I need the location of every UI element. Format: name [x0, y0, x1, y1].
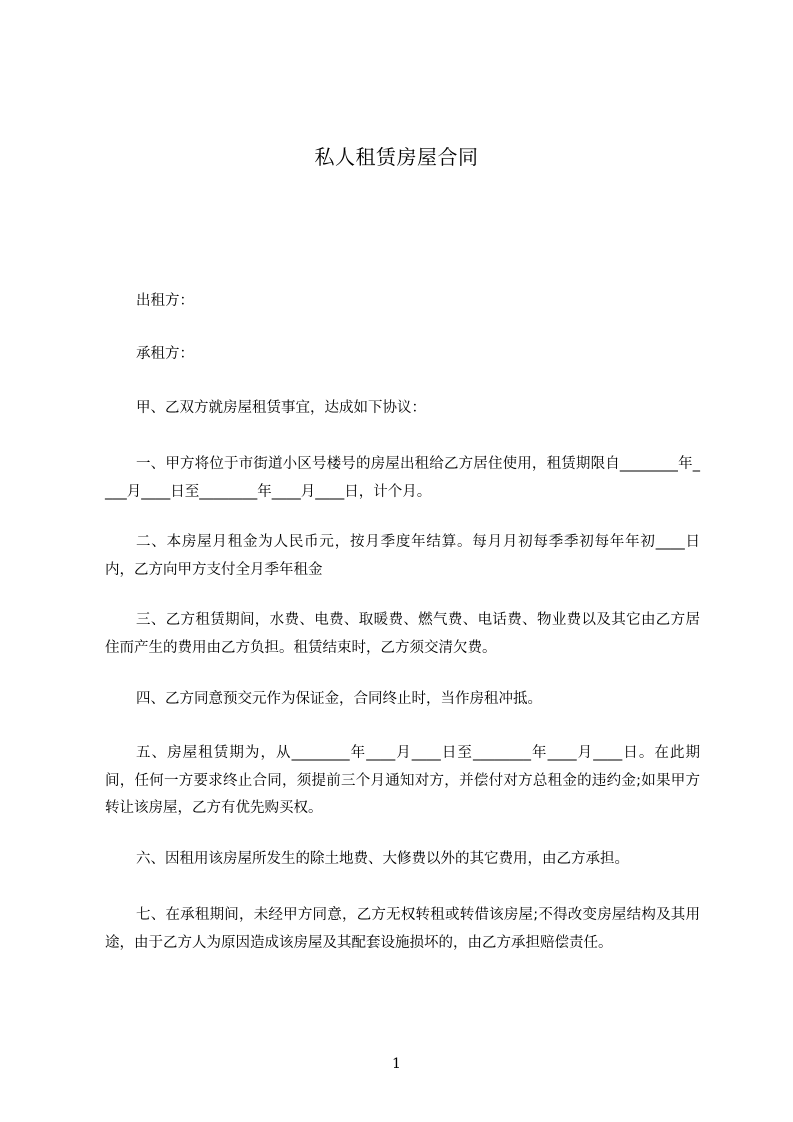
paragraph-clause-7: 七、在承租期间，未经甲方同意，乙方无权转租或转借该房屋;不得改变房屋结构及其用途，由于乙方人为原因造成该房屋及其配套设施损坏的，由乙方承担赔偿责任。: [105, 907, 700, 951]
paragraph-lessor: 出租方：: [136, 293, 194, 309]
paragraph-clause-4: 四、乙方同意预交元作为保证金，合同终止时，当作房租冲抵。: [136, 691, 542, 707]
paragraph-clause-5: 五、房屋租赁期为，从________年____月____日至________年____月____日。在此期间，任何一方要求终止合同，须提前三个月通知对方，并偿付对方总租金的违约金;如果甲方转让该房屋，乙方有优先购买权。: [105, 745, 700, 816]
paragraph-clause-1: 一、甲方将位于市街道小区号楼号的房屋出租给乙方居住使用，租赁期限自________年____月____日至________年____月____日，计个月。: [105, 456, 700, 500]
page-number: 1: [392, 1056, 401, 1072]
paragraph-lessee: 承租方：: [136, 346, 194, 362]
paragraph-clause-3: 三、乙方租赁期间，水费、电费、取暖费、燃气费、电话费、物业费以及其它由乙方居住而产生的费用由乙方负担。租赁结束时，乙方须交清欠费。: [105, 612, 700, 656]
paragraph-clause-2: 二、本房屋月租金为人民币元，按月季度年结算。每月月初每季季初每年年初____日内，乙方向甲方支付全月季年租金: [105, 534, 700, 578]
document-title: 私人租赁房屋合同: [314, 145, 479, 169]
paragraph-clause-6: 六、因租用该房屋所发生的除土地费、大修费以外的其它费用，由乙方承担。: [136, 851, 629, 867]
paragraph-agreement-intro: 甲、乙双方就房屋租赁事宜，达成如下协议：: [136, 400, 426, 416]
